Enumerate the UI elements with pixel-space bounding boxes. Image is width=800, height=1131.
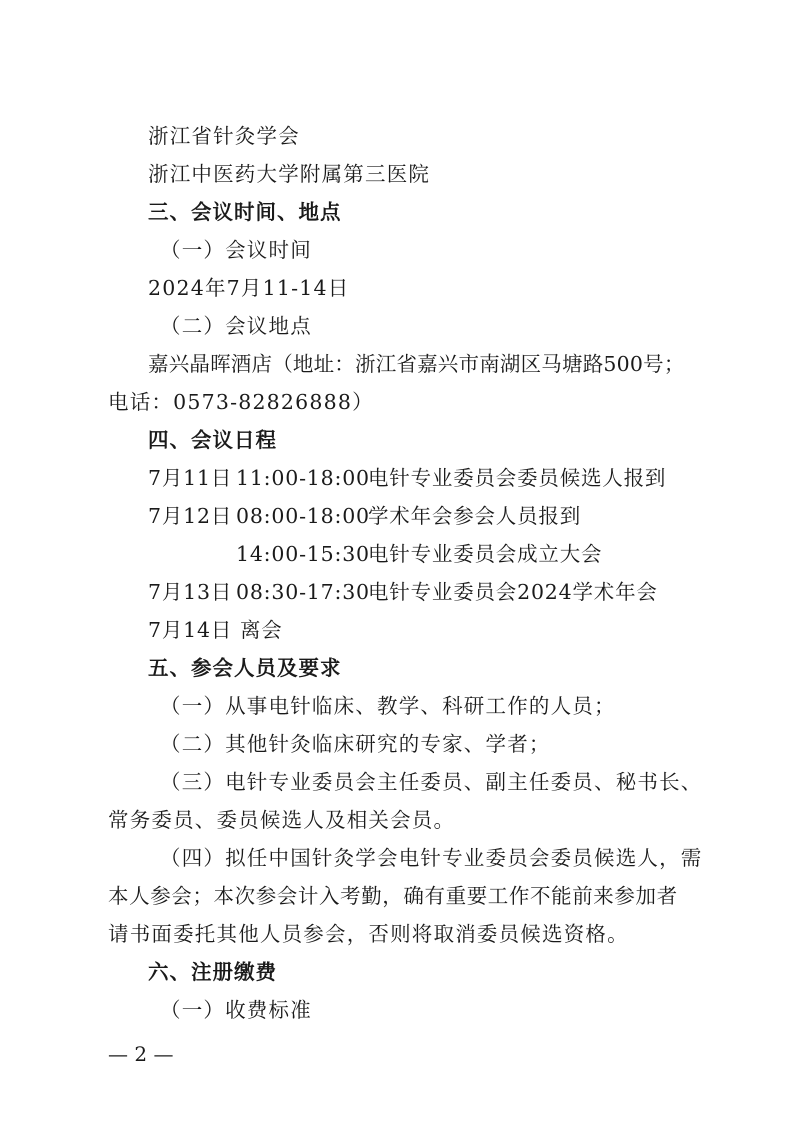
requirement-4-line-2: 本人参会；本次参会计入考勤，确有重要工作不能前来参加者: [108, 884, 678, 908]
schedule-date: 7月11日: [148, 466, 233, 490]
schedule-time: 离会: [240, 618, 283, 642]
meeting-time-value: 2024年7月11-14日: [148, 276, 350, 300]
schedule-event: 电针专业委员会成立大会: [368, 542, 603, 566]
schedule-event: 电针专业委员会委员候选人报到: [368, 466, 667, 490]
schedule-time: 14:00-15:30: [236, 542, 370, 566]
section-4-title: 四、会议日程: [148, 428, 277, 452]
meeting-place-line-2: 电话：0573-82826888）: [108, 390, 374, 414]
requirement-4-line-1: （四）拟任中国针灸学会电针专业委员会委员候选人，需: [160, 846, 703, 870]
section-5-title: 五、参会人员及要求: [148, 656, 342, 680]
schedule-date: 7月12日: [148, 504, 233, 528]
organizer-1: 浙江省针灸学会: [148, 124, 300, 148]
page-number: — 2 —: [108, 1042, 174, 1066]
meeting-place-label: （二）会议地点: [160, 314, 312, 338]
meeting-time-label: （一）会议时间: [160, 238, 312, 262]
section-6-title: 六、注册缴费: [148, 960, 277, 984]
fee-standard-label: （一）收费标准: [160, 998, 312, 1022]
requirement-3-line-2: 常务委员、委员候选人及相关会员。: [108, 808, 456, 832]
schedule-date: 7月14日: [148, 618, 233, 642]
schedule-event: 学术年会参会人员报到: [368, 504, 581, 528]
schedule-time: 11:00-18:00: [236, 466, 370, 490]
schedule-date: 7月13日: [148, 580, 233, 604]
requirement-1: （一）从事电针临床、教学、科研工作的人员；: [160, 694, 616, 718]
schedule-time: 08:00-18:00: [236, 504, 370, 528]
meeting-place-line-1: 嘉兴晶晖酒店（地址：浙江省嘉兴市南湖区马塘路500号；: [148, 352, 685, 376]
section-3-title: 三、会议时间、地点: [148, 200, 342, 224]
requirement-2: （二）其他针灸临床研究的专家、学者；: [160, 732, 551, 756]
requirement-3-line-1: （三）电针专业委员会主任委员、副主任委员、秘书长、: [160, 770, 703, 794]
requirement-4-line-3: 请书面委托其他人员参会，否则将取消委员候选资格。: [108, 922, 629, 946]
organizer-2: 浙江中医药大学附属第三医院: [148, 162, 431, 186]
schedule-time: 08:30-17:30: [236, 580, 370, 604]
schedule-event: 电针专业委员会2024学术年会: [368, 580, 658, 604]
